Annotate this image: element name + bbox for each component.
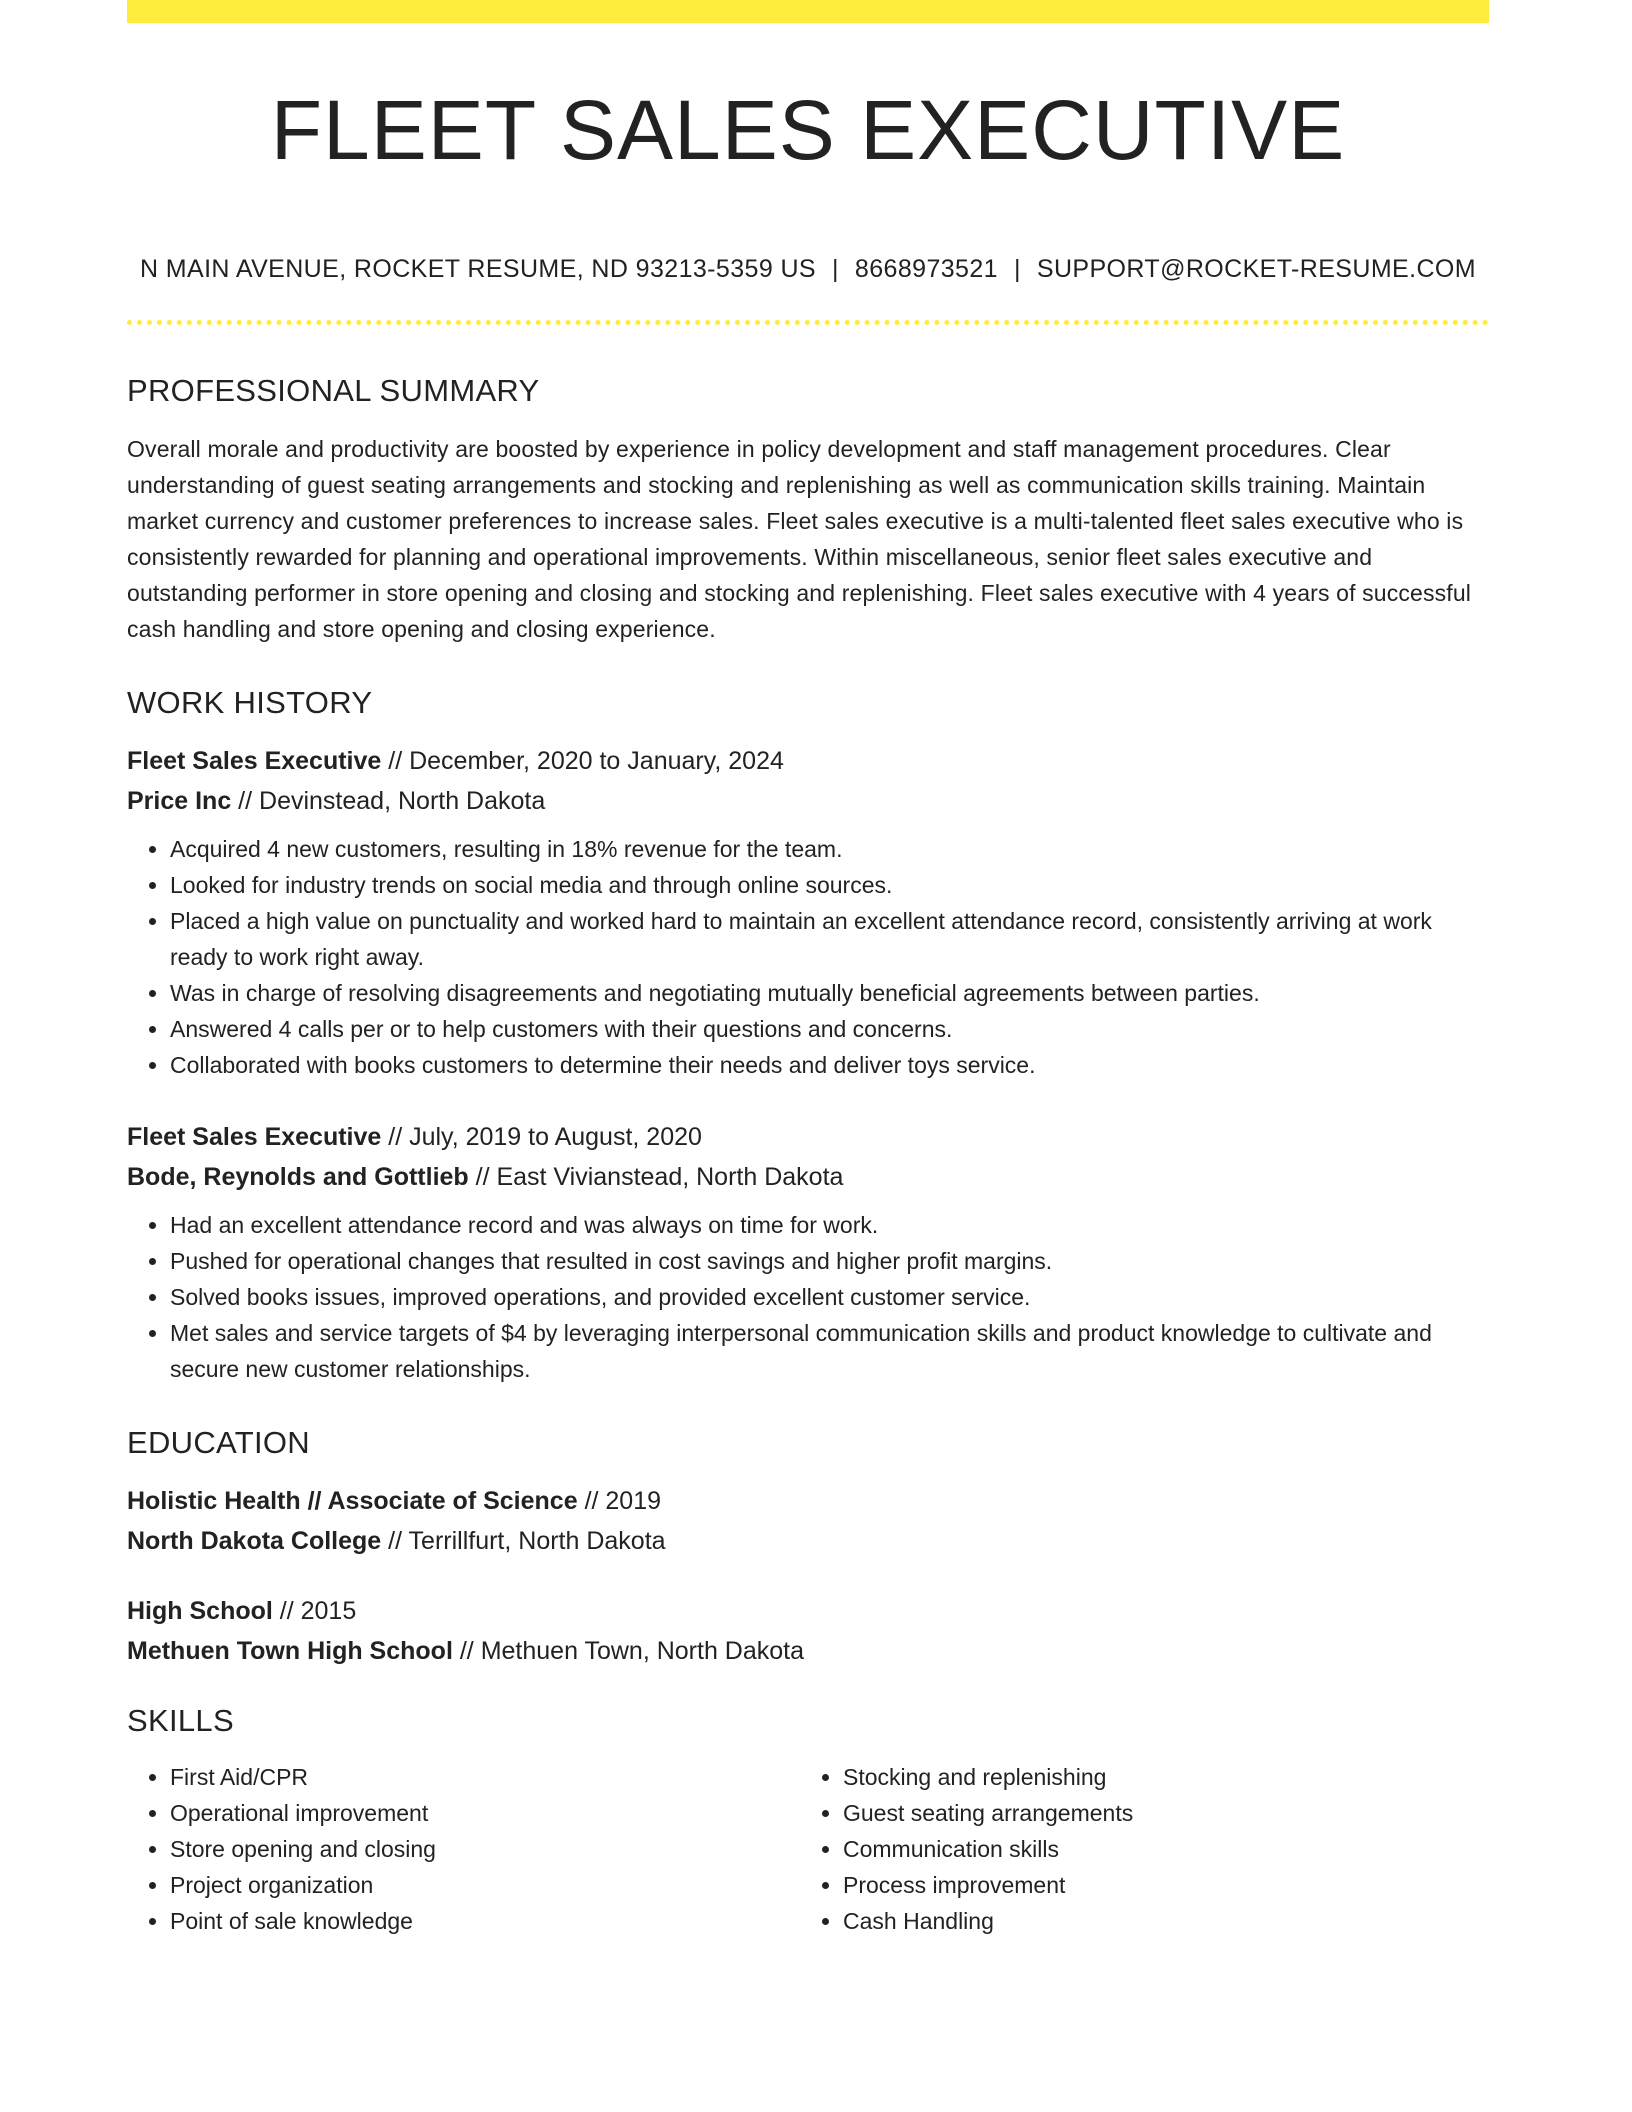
job-title: Fleet Sales Executive <box>127 1123 382 1151</box>
job-bullets <box>127 831 1489 1083</box>
job-bullet: • Answered 4 calls per or to help customers with their questions and concerns. <box>170 1011 1489 1047</box>
skill-item: • Project organization <box>170 1867 800 1903</box>
job-bullet: • Acquired 4 new customers, resulting in 18% revenue for the team. <box>170 831 1489 867</box>
skill-item: • Cash Handling <box>843 1903 1473 1939</box>
education-degree-line <box>127 1481 1489 1521</box>
job-bullet: • Placed a high value on punctuality and worked hard to maintain an excellent attendance record, consistently arriving at work ready to work right away. <box>170 903 1489 975</box>
education-year: // 2015 <box>272 1597 357 1625</box>
dotted-divider <box>127 320 1489 325</box>
education-location: // Methuen Town, North Dakota <box>452 1637 805 1665</box>
job-entry <box>127 1117 1489 1387</box>
education-location: // Terrillfurt, North Dakota <box>381 1527 666 1555</box>
job-location: // Devinstead, North Dakota <box>231 787 546 815</box>
resume-title: FLEET SALES EXECUTIVE <box>270 83 1346 177</box>
job-bullet: • Collaborated with books customers to determine their needs and deliver toys service. <box>170 1047 1489 1083</box>
education-year: // 2019 <box>577 1487 662 1515</box>
skill-item: • Stocking and replenishing <box>843 1759 1473 1795</box>
contact-separator: | <box>832 255 839 283</box>
education-degree: Holistic Health // Associate of Science <box>127 1487 578 1515</box>
contact-email[interactable]: SUPPORT@ROCKET-RESUME.COM <box>1036 255 1477 283</box>
job-title-line <box>127 741 1489 781</box>
education-heading: EDUCATION <box>127 1425 310 1460</box>
skill-item: • Communication skills <box>843 1831 1473 1867</box>
education-degree-line <box>127 1591 1489 1631</box>
job-bullet: • Looked for industry trends on social media and through online sources. <box>170 867 1489 903</box>
job-bullet: • Pushed for operational changes that resulted in cost savings and higher profit margins. <box>170 1243 1489 1279</box>
job-company-line <box>127 1157 1489 1197</box>
education-entry <box>127 1591 1489 1671</box>
summary-heading: PROFESSIONAL SUMMARY <box>127 373 540 408</box>
skill-item: • Store opening and closing <box>170 1831 800 1867</box>
education-school-line <box>127 1631 1489 1671</box>
job-company: Price Inc <box>127 787 232 815</box>
contact-address: N MAIN AVENUE, ROCKET RESUME, ND 93213-5359 US <box>139 255 817 283</box>
job-bullet: • Solved books issues, improved operations, and provided excellent customer service. <box>170 1279 1489 1315</box>
job-bullet: • Met sales and service targets of $4 by leveraging interpersonal communication skills and product knowledge to cultivate and secure new customer relationships. <box>170 1315 1489 1387</box>
resume-page <box>127 0 1489 1939</box>
job-title-line <box>127 1117 1489 1157</box>
education-degree: High School <box>127 1597 273 1625</box>
job-company-line <box>127 781 1489 821</box>
skills-list-right <box>800 1759 1473 1939</box>
job-bullet: • Had an excellent attendance record and was always on time for work. <box>170 1207 1489 1243</box>
job-dates: // December, 2020 to January, 2024 <box>381 747 784 775</box>
skills-columns <box>127 1759 1489 1939</box>
job-bullet: • Was in charge of resolving disagreements and negotiating mutually beneficial agreements between parties. <box>170 975 1489 1011</box>
skills-list-left <box>127 1759 800 1939</box>
job-bullets <box>127 1207 1489 1387</box>
job-location: // East Vivianstead, North Dakota <box>468 1163 844 1191</box>
contact-line <box>127 254 1489 284</box>
education-school-line <box>127 1521 1489 1561</box>
job-company: Bode, Reynolds and Gottlieb <box>127 1163 469 1191</box>
education-school: Methuen Town High School <box>127 1637 453 1665</box>
skill-item: • Guest seating arrangements <box>843 1795 1473 1831</box>
job-title: Fleet Sales Executive <box>127 747 382 775</box>
summary-text: Overall morale and productivity are boosted by experience in policy development and staff management procedures. Clear understanding of guest seating arrangements and stocking and replenishing as well as communication skills training. Maintain market currency and customer preferences to increase sales. Fleet sales executive is a multi-talented fleet sales executive who is consistently rewarded for planning and operational improvements. Within miscellaneous, senior fleet sales executive and outstanding performer in store opening and closing and stocking and replenishing. Fleet sales executive with 4 years of successful cash handling and store opening and closing experience. <box>127 436 1472 642</box>
education-school: North Dakota College <box>127 1527 382 1555</box>
job-dates: // July, 2019 to August, 2020 <box>381 1123 702 1151</box>
education-entry <box>127 1481 1489 1561</box>
skill-item: • Point of sale knowledge <box>170 1903 800 1939</box>
contact-separator: | <box>1013 255 1021 283</box>
job-entry <box>127 741 1489 1083</box>
contact-phone[interactable]: 8668973521 <box>854 255 998 283</box>
skill-item: • Operational improvement <box>170 1795 800 1831</box>
skills-heading: SKILLS <box>127 1703 234 1738</box>
skill-item: • First Aid/CPR <box>170 1759 800 1795</box>
skill-item: • Process improvement <box>843 1867 1473 1903</box>
work-history-heading: WORK HISTORY <box>127 685 373 720</box>
